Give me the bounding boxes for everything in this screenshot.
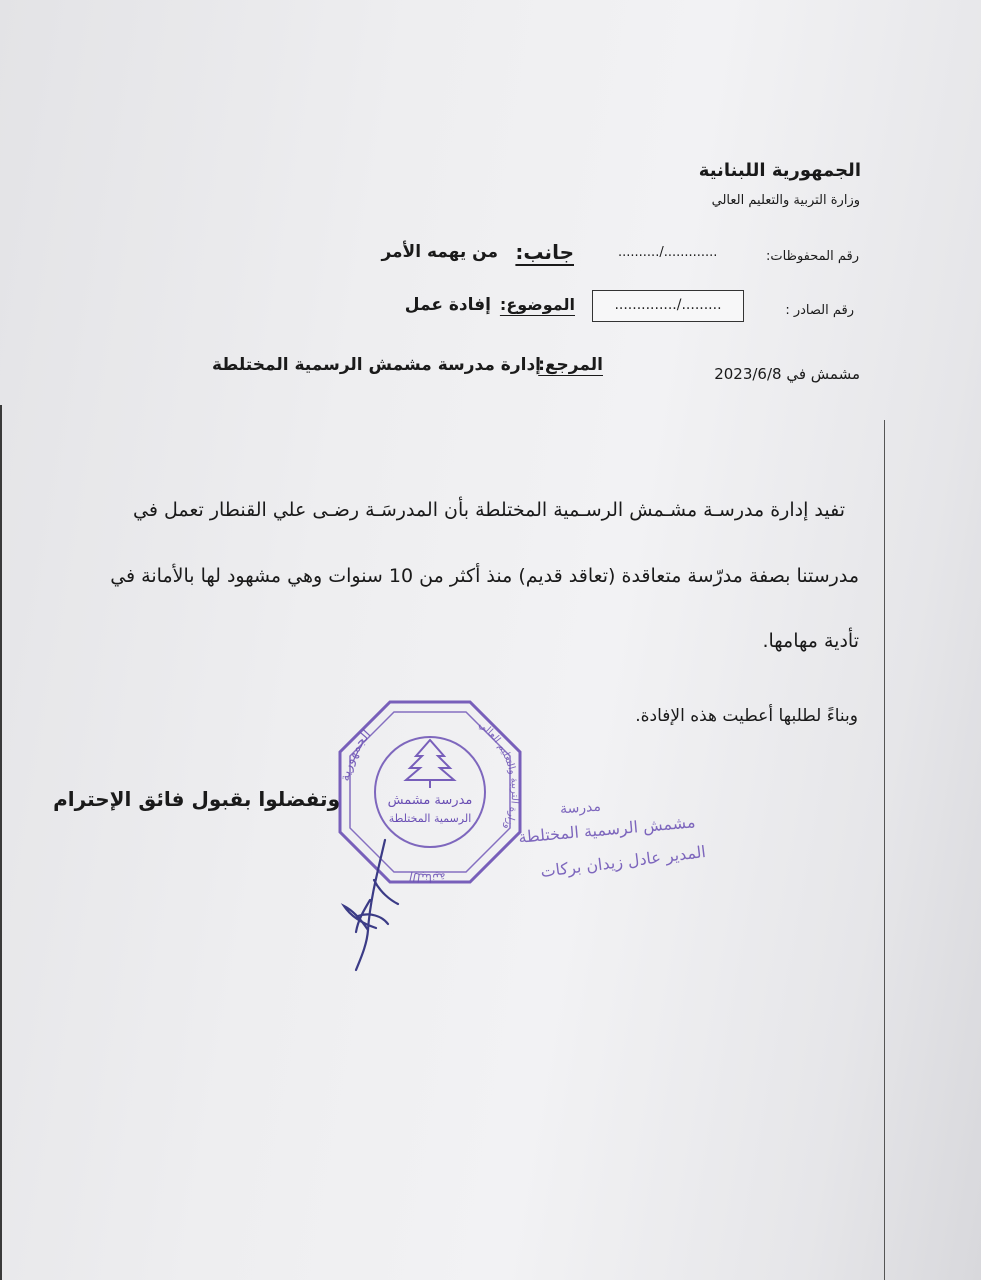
body-line-1: تفيد إدارة مدرسـة مشـمش الرسـمية المختلطة بأن المدرسَـة رضـى علي القنطار تعمل في xyxy=(133,499,845,521)
date-line: مشمش في 2023/6/8 xyxy=(714,365,860,383)
outgoing-number-label: رقم الصادر : xyxy=(785,303,854,318)
stamp-ring-right: اللبنانية xyxy=(407,868,447,886)
republic-heading: الجمهورية اللبنانية xyxy=(698,160,861,181)
ministry-heading: وزارة التربية والتعليم العالي xyxy=(711,193,860,208)
cedar-tree-icon xyxy=(406,740,454,788)
reference-value: إدارة مدرسة مشمش الرسمية المختلطة xyxy=(211,355,541,375)
archive-number-value: ........../............. xyxy=(618,245,718,260)
svg-text:اللبنانية xyxy=(408,869,447,885)
stamp-side-line-1: مدرسة xyxy=(559,798,602,818)
archive-number-label: رقم المحفوظات: xyxy=(766,249,859,264)
body-line-2: مدرستنا بصفة مدرّسة متعاقدة (تعاقد قديم) منذ أكثر من 10 سنوات وهي مشهود لها بالأمانة في xyxy=(110,565,859,587)
page-left-edge xyxy=(0,405,2,1280)
outgoing-number-box: ........./.............. xyxy=(592,290,744,322)
page-right-edge xyxy=(884,420,885,1280)
addressee-value: من يهمه الأمر xyxy=(381,242,498,262)
stamp-center-line-1: مدرسة مشمش xyxy=(387,793,473,808)
body-line-3: تأدية مهامها. xyxy=(762,630,859,652)
body-line-4: وبناءً لطلبها أعطيت هذه الإفادة. xyxy=(635,706,858,726)
subject-label: الموضوع: xyxy=(499,295,575,314)
reference-label: المرجع: xyxy=(538,355,603,375)
stamp-ring-top: الجمهورية xyxy=(337,727,375,783)
closing-line: وتفضلوا بقبول فائق الإحترام xyxy=(53,787,340,811)
stamp-center-line-2: الرسمية المختلطة xyxy=(388,812,472,825)
stamp-side-line-3: المدير عادل زيدان بركات xyxy=(539,841,707,882)
stamp-side-line-2: مشمش الرسمية المختلطة xyxy=(517,812,697,847)
subject-value: إفادة عمل xyxy=(404,295,491,315)
signature-mark xyxy=(330,820,410,980)
stamp-ring-bottom: وزارة التربية والتعليم العالي xyxy=(476,719,521,832)
addressee-label: جانب: xyxy=(515,240,574,264)
